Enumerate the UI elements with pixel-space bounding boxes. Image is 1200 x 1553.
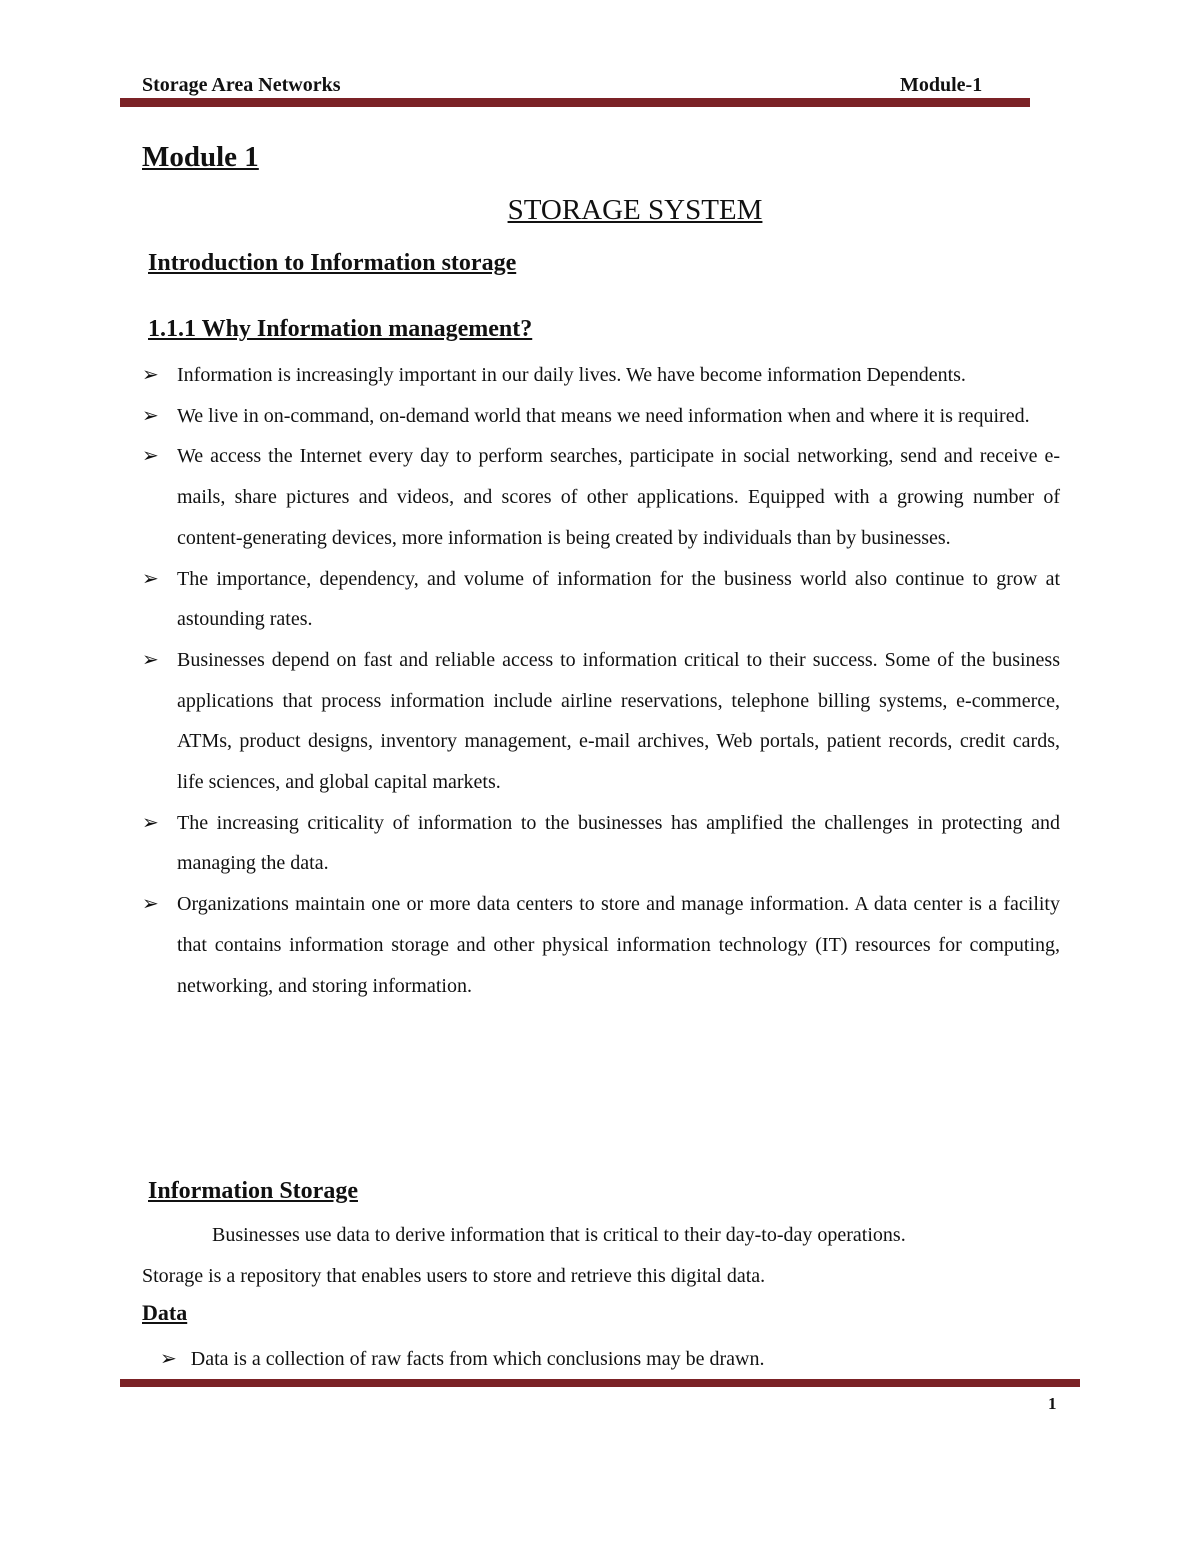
list-item-text: Organizations maintain one or more data centers to store and manage information. A data center is a facility that contains information storage and other physical information technology (IT) resources for computing, networking, and storing information.	[177, 893, 1060, 997]
data-list-item	[160, 1339, 764, 1379]
subsection-heading-why: 1.1.1 Why Information management?	[148, 316, 533, 342]
list-item-text: We access the Internet every day to perform searches, participate in social networking, send and receive e-mails, share pictures and videos, and scores of other applications. Equipped with a growing number of content-generating devices, more information is being created by individuals than by businesses.	[177, 445, 1060, 549]
section-heading-intro: Introduction to Information storage	[148, 250, 517, 276]
arrow-bullet-icon: ➢	[142, 893, 159, 916]
paragraph-line-2: Storage is a repository that enables users to store and retrieve this digital data.	[142, 1265, 766, 1287]
header-module-label: Module-1	[900, 74, 983, 96]
list-item	[138, 884, 1060, 1006]
arrow-bullet-icon: ➢	[142, 811, 159, 834]
section-heading-data: Data	[142, 1300, 188, 1325]
page-title: STORAGE SYSTEM	[507, 194, 763, 226]
list-item	[138, 559, 1060, 640]
list-item-text: The increasing criticality of information to the businesses has amplified the challenges in protecting and managing the data.	[177, 811, 1060, 875]
data-list-item-text: Data is a collection of raw facts from which conclusions may be drawn.	[190, 1348, 765, 1370]
list-item	[138, 803, 1060, 884]
list-item	[138, 396, 1060, 437]
arrow-bullet-icon: ➢	[142, 364, 159, 386]
list-item	[138, 436, 1060, 558]
list-item-text: We live in on-command, on-demand world that means we need information when and where it is required.	[177, 404, 1030, 427]
section-heading-information-storage: Information Storage	[148, 1178, 358, 1204]
page-number: 1	[1048, 1394, 1057, 1413]
footer-rule	[120, 1379, 1080, 1387]
arrow-bullet-icon: ➢	[142, 567, 159, 590]
paragraph-line-1: Businesses use data to derive information that is critical to their day-to-day operations.	[212, 1224, 906, 1246]
list-item-text: Information is increasingly important in our daily lives. We have become information Dependents.	[177, 364, 966, 386]
arrow-bullet-icon: ➢	[160, 1348, 177, 1370]
list-item-text: Businesses depend on fast and reliable access to information critical to their success. Some of the business applications that process information include airline reservations, telephone billing systems, e-commerce, ATMs, product designs, inventory management, e-mail archives, Web portals, patient records, credit cards, life sciences, and global capital markets.	[177, 648, 1060, 794]
header-course-title: Storage Area Networks	[142, 74, 341, 96]
information-storage-paragraph	[142, 1215, 1042, 1297]
module-heading: Module 1	[142, 141, 259, 173]
bullet-list	[138, 355, 1060, 1006]
arrow-bullet-icon: ➢	[142, 404, 159, 427]
list-item	[138, 640, 1060, 803]
arrow-bullet-icon: ➢	[142, 445, 159, 468]
list-item-text: The importance, dependency, and volume of information for the business world also continue to grow at astounding rates.	[177, 567, 1060, 631]
list-item	[138, 355, 1060, 396]
header-rule	[120, 98, 1030, 107]
arrow-bullet-icon: ➢	[142, 648, 159, 671]
